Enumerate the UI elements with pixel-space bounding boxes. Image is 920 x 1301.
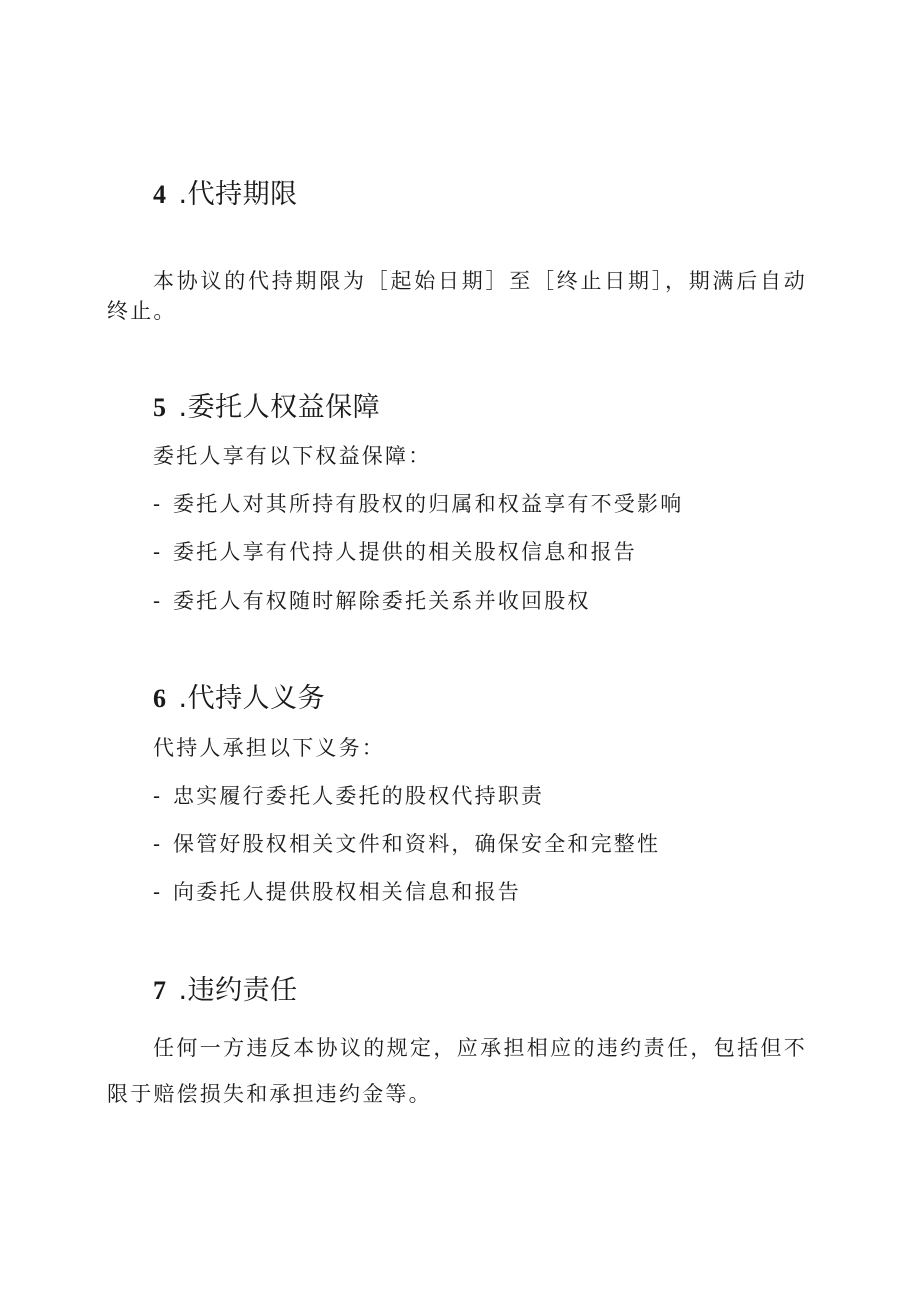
bullet-dash: - [153, 589, 163, 613]
bullet-dash: - [153, 540, 163, 564]
list-item [153, 829, 660, 859]
section-heading [153, 973, 298, 1009]
section-paragraph: 任何一方违反本协议的规定，应承担相应的违约责任，包括但不限于赔偿损失和承担违约金等。 [107, 1036, 807, 1106]
section-number: 6 [153, 684, 167, 713]
bullet-dash: - [153, 880, 163, 904]
list-item [153, 537, 637, 567]
bullet-dash: - [153, 492, 163, 516]
section-heading [153, 681, 325, 717]
list-item-text: 忠实履行委托人委托的股权代持职责 [173, 784, 545, 808]
section-title: .违约责任 [178, 975, 298, 1006]
bullet-dash: - [153, 832, 163, 856]
section-number: 5 [153, 393, 167, 422]
section-title: .委托人权益保障 [178, 392, 381, 423]
section-heading [153, 177, 298, 213]
section-heading [153, 390, 380, 426]
list-item-text: 委托人享有代持人提供的相关股权信息和报告 [173, 540, 637, 564]
section-number: 7 [153, 976, 167, 1005]
section-paragraph: 本协议的代持期限为［起始日期］至［终止日期］，期满后自动终止。 [107, 269, 807, 323]
section-intro: 代持人承担以下义务： [153, 736, 385, 760]
list-item [153, 781, 544, 811]
bullet-dash: - [153, 784, 163, 808]
list-item-text: 委托人对其所持有股权的归属和权益享有不受影响 [173, 492, 684, 516]
list-item [153, 489, 683, 519]
list-item-text: 保管好股权相关文件和资料，确保安全和完整性 [173, 832, 661, 856]
list-item [153, 586, 591, 616]
list-item-text: 委托人有权随时解除委托关系并收回股权 [173, 589, 591, 613]
section-title: .代持人义务 [178, 683, 326, 714]
section-number: 4 [153, 180, 167, 209]
section-title: .代持期限 [178, 179, 298, 210]
list-item [153, 877, 521, 907]
list-item-text: 向委托人提供股权相关信息和报告 [173, 880, 521, 904]
section-intro: 委托人享有以下权益保障： [153, 444, 432, 468]
